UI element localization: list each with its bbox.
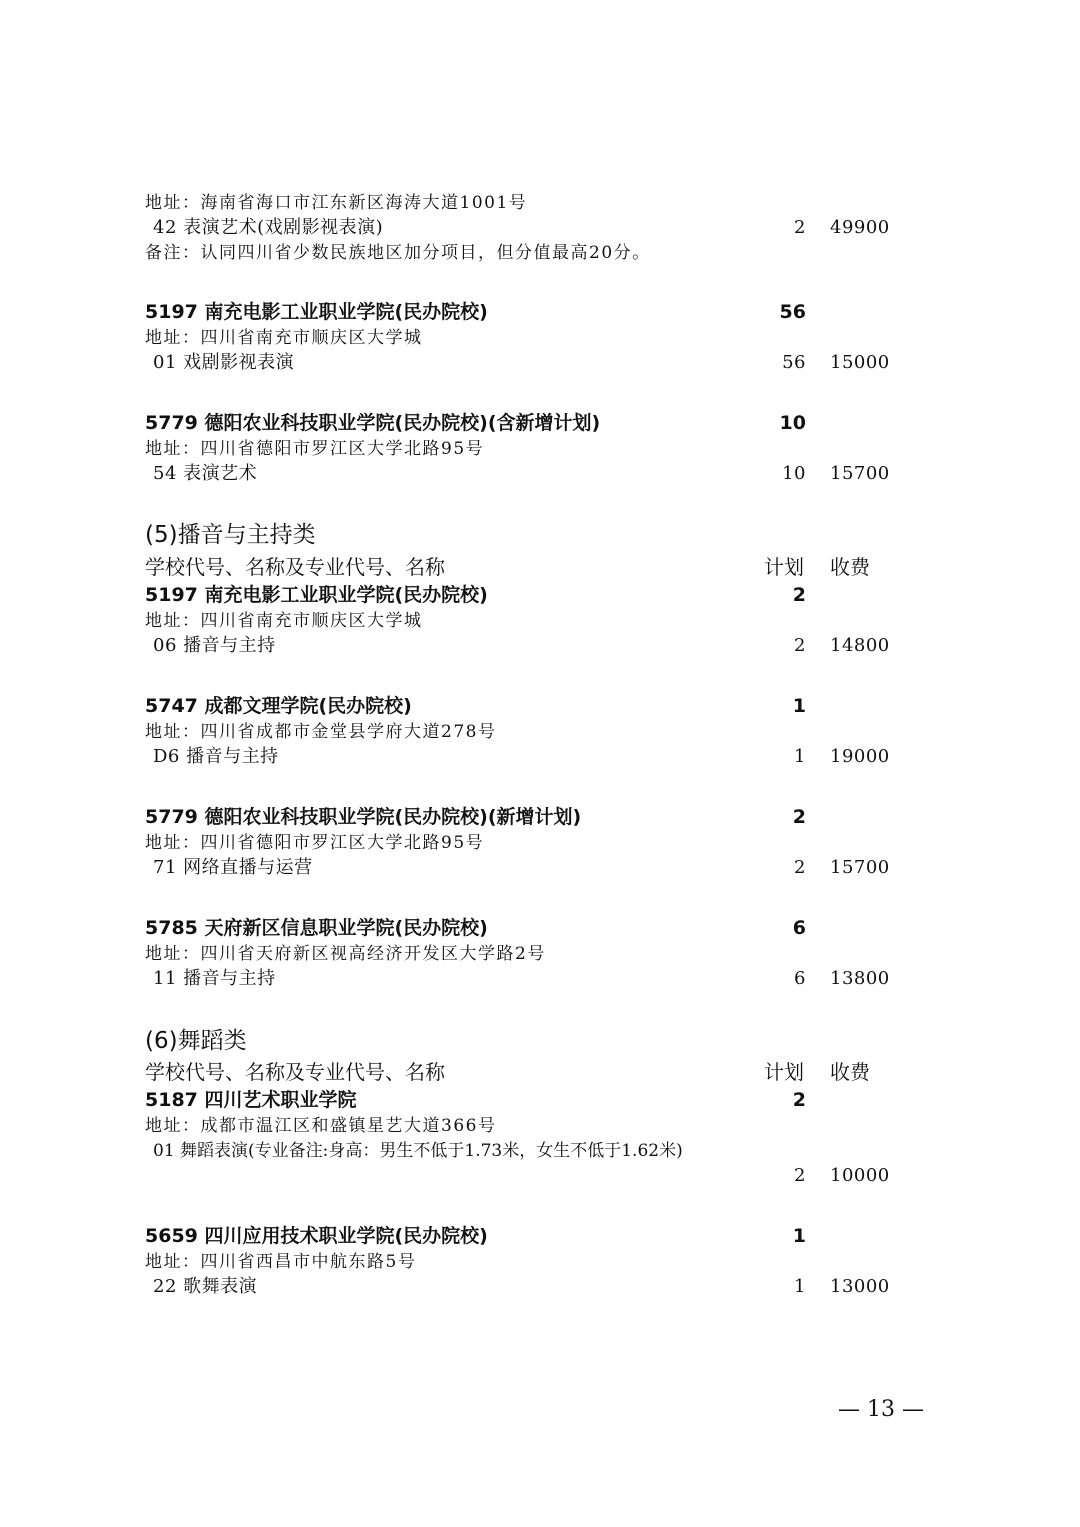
tuition-fee: 13000 <box>830 1276 890 1297</box>
fee-column-header: 收费 <box>830 1060 870 1084</box>
text-line <box>0 238 1080 268</box>
plan-count: 1 <box>792 1225 806 1247</box>
tuition-fee: 15700 <box>830 857 890 878</box>
line-text: 71 网络直播与运营 <box>153 857 313 878</box>
line-text: 01 戏剧影视表演 <box>153 352 295 373</box>
line-text: 11 播音与主持 <box>153 968 276 989</box>
line-text: 地址：四川省德阳市罗江区大学北路95号 <box>145 439 485 459</box>
line-text: 06 播音与主持 <box>153 635 276 656</box>
line-text: 22 歌舞表演 <box>153 1276 258 1297</box>
text-line <box>0 964 1080 994</box>
plan-count: 6 <box>794 968 806 989</box>
line-text: 5779 德阳农业科技职业学院(民办院校)(新增计划) <box>145 806 582 828</box>
plan-count: 2 <box>792 1089 806 1111</box>
line-text: (6)舞蹈类 <box>145 1028 247 1054</box>
line-text: 学校代号、名称及专业代号、名称 <box>145 1060 445 1084</box>
tuition-fee: 49900 <box>830 217 890 238</box>
line-text: 5659 四川应用技术职业学院(民办院校) <box>145 1225 488 1247</box>
plan-count: 56 <box>782 352 806 373</box>
fee-column-header: 收费 <box>830 555 870 579</box>
plan-column-header: 计划 <box>764 1060 804 1084</box>
line-text: (5)播音与主持类 <box>145 522 316 548</box>
plan-count: 2 <box>792 806 806 828</box>
plan-count: 56 <box>779 301 806 323</box>
text-line <box>0 1161 1080 1191</box>
line-text: 地址：四川省德阳市罗江区大学北路95号 <box>145 833 485 853</box>
line-text: 01 舞蹈表演(专业备注:身高：男生不低于1.73米，女生不低于1.62米) <box>153 1141 683 1161</box>
text-line <box>0 459 1080 489</box>
tuition-fee: 13800 <box>830 968 890 989</box>
tuition-fee: 10000 <box>830 1165 890 1186</box>
line-text: D6 播音与主持 <box>153 746 279 767</box>
page-number: — 13 — <box>838 1397 924 1422</box>
text-line <box>0 348 1080 378</box>
line-text: 学校代号、名称及专业代号、名称 <box>145 555 445 579</box>
line-text: 5747 成都文理学院(民办院校) <box>145 695 412 717</box>
line-text: 地址：成都市温江区和盛镇星艺大道366号 <box>145 1116 497 1136</box>
text-line <box>0 1272 1080 1302</box>
line-text: 54 表演艺术 <box>153 463 258 484</box>
plan-count: 10 <box>779 412 806 434</box>
tuition-fee: 14800 <box>830 635 890 656</box>
line-text: 5197 南充电影工业职业学院(民办院校) <box>145 584 488 606</box>
plan-count: 2 <box>794 1165 806 1186</box>
plan-count: 2 <box>794 857 806 878</box>
tuition-fee: 19000 <box>830 746 890 767</box>
text-line <box>0 742 1080 772</box>
line-text: 地址：四川省南充市顺庆区大学城 <box>145 328 423 348</box>
plan-count: 1 <box>792 695 806 717</box>
plan-count: 10 <box>782 463 806 484</box>
line-text: 5197 南充电影工业职业学院(民办院校) <box>145 301 488 323</box>
text-line <box>0 1026 1080 1056</box>
plan-count: 2 <box>792 584 806 606</box>
tuition-fee: 15700 <box>830 463 890 484</box>
text-line <box>0 552 1080 582</box>
text-line <box>0 1057 1080 1087</box>
text-line <box>0 520 1080 550</box>
plan-count: 1 <box>794 746 806 767</box>
line-text: 地址：四川省西昌市中航东路5号 <box>145 1252 417 1272</box>
line-text: 地址：四川省成都市金堂县学府大道278号 <box>145 722 497 742</box>
line-text: 5779 德阳农业科技职业学院(民办院校)(含新增计划) <box>145 412 601 434</box>
plan-count: 1 <box>794 1276 806 1297</box>
line-text: 地址：四川省南充市顺庆区大学城 <box>145 611 423 631</box>
tuition-fee: 15000 <box>830 352 890 373</box>
text-line <box>0 631 1080 661</box>
line-text: 5785 天府新区信息职业学院(民办院校) <box>145 917 488 939</box>
plan-count: 6 <box>792 917 806 939</box>
line-text: 地址：海南省海口市江东新区海涛大道1001号 <box>145 193 528 213</box>
text-line <box>0 853 1080 883</box>
plan-count: 2 <box>794 217 806 238</box>
line-text: 备注：认同四川省少数民族地区加分项目，但分值最高20分。 <box>145 243 651 263</box>
plan-column-header: 计划 <box>764 555 804 579</box>
line-text: 地址：四川省天府新区视高经济开发区大学路2号 <box>145 944 546 964</box>
plan-count: 2 <box>794 635 806 656</box>
line-text: 5187 四川艺术职业学院 <box>145 1089 357 1111</box>
line-text: 42 表演艺术(戏剧影视表演) <box>153 217 384 238</box>
